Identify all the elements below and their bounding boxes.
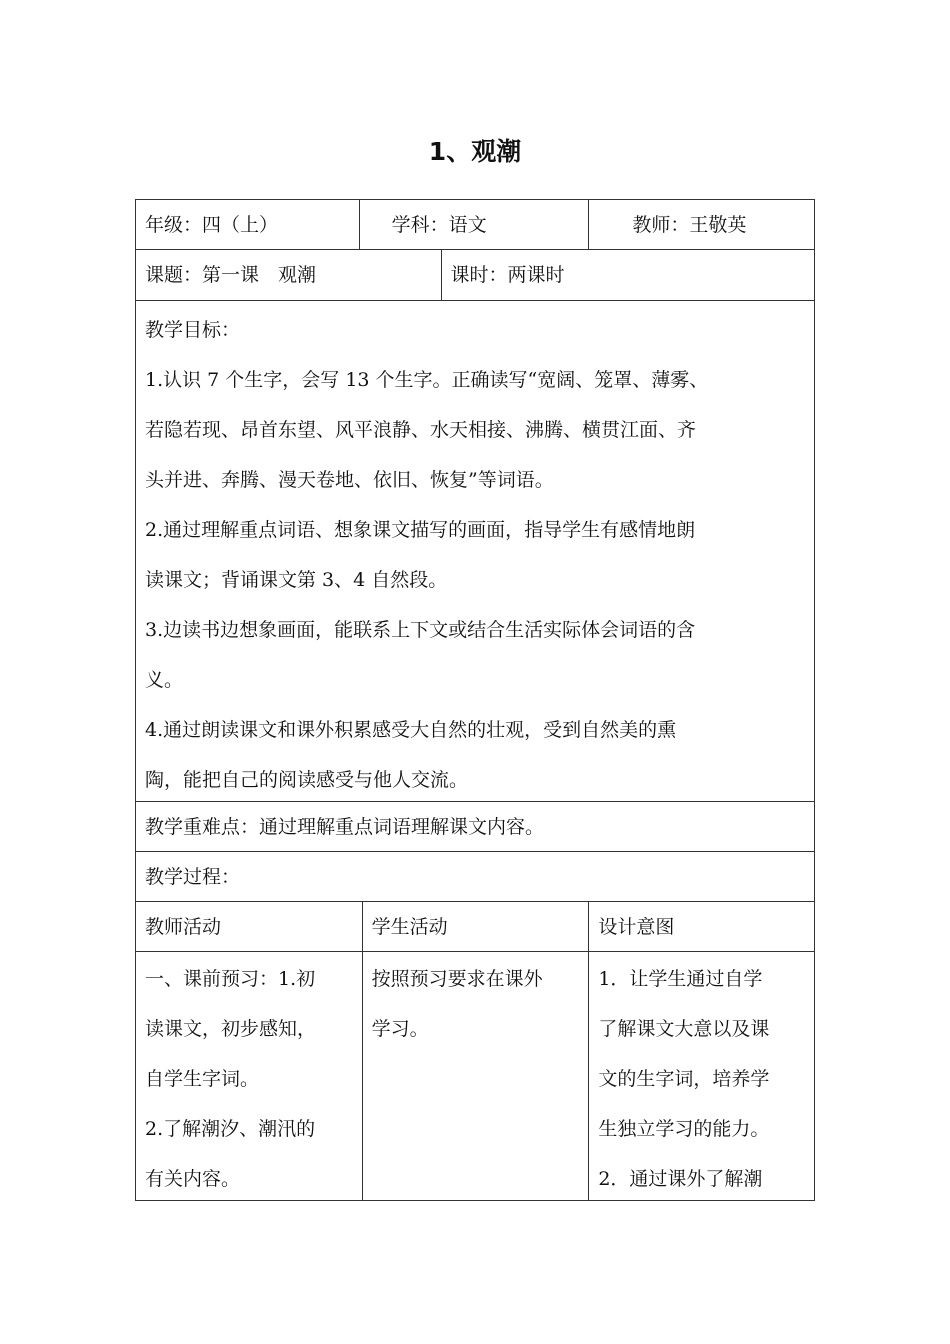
objective-line: 若隐若现、昂首东望、风平浪静、水天相接、沸腾、横贯江面、齐	[145, 419, 697, 441]
teacher-activity-line: 有关内容。	[145, 1168, 241, 1190]
lesson-row	[136, 250, 814, 301]
key-points-cell: 教学重难点：通过理解重点词语理解课文内容。	[145, 816, 545, 838]
process-heading: 教学过程：	[145, 866, 241, 888]
teacher-activity-line: 读课文，初步感知，	[145, 1018, 317, 1040]
lesson-plan-table	[135, 199, 815, 1201]
teacher-activity-line: 2.了解潮汐、潮汛的	[145, 1118, 316, 1140]
design-intent-line: 文的生字词，培养学	[598, 1068, 770, 1090]
page-title: 1、观潮	[428, 137, 522, 166]
process-column-headers	[136, 902, 814, 952]
objective-line: 3.边读书边想象画面，能联系上下文或结合生活实际体会词语的含	[145, 619, 696, 641]
design-intent-line: 生独立学习的能力。	[598, 1118, 770, 1140]
student-activity-cell	[362, 952, 589, 1200]
objectives-cell	[136, 301, 814, 801]
subject-cell: 学科：语文	[359, 200, 589, 249]
objective-line: 4.通过朗读课文和课外积累感受大自然的壮观，受到自然美的熏	[145, 719, 677, 741]
column-header-student: 学生活动	[362, 902, 589, 951]
objectives-row	[136, 301, 814, 802]
design-intent-line: 1．让学生通过自学	[598, 968, 763, 990]
student-activity-line: 学习。	[371, 1018, 429, 1040]
student-activity-line: 按照预习要求在课外	[371, 968, 543, 990]
objective-line: 读课文；背诵课文第 3、4 自然段。	[145, 569, 448, 591]
teacher-activity-line: 自学生字词。	[145, 1068, 260, 1090]
process-heading-row	[136, 852, 814, 902]
key-points-row	[136, 802, 814, 852]
objective-line: 1.认识 7 个生字，会写 13 个生字。正确读写“宽阔、笼罩、薄雾、	[145, 369, 709, 391]
objective-line: 义。	[145, 669, 184, 691]
objective-line: 陶，能把自己的阅读感受与他人交流。	[145, 769, 469, 791]
process-content-row	[136, 952, 814, 1200]
topic-cell: 课题：第一课 观潮	[145, 264, 317, 286]
design-intent-cell	[588, 952, 814, 1200]
teacher-activity-line: 一、课前预习：1.初	[145, 968, 316, 990]
column-header-teacher: 教师活动	[145, 916, 222, 938]
hours-cell: 课时：两课时	[441, 250, 814, 300]
teacher-activity-cell	[136, 952, 362, 1200]
header-row	[136, 200, 814, 250]
objective-line: 头并进、奔腾、漫天卷地、依旧、恢复”等词语。	[145, 469, 554, 491]
objectives-heading: 教学目标：	[145, 319, 241, 341]
grade-cell: 年级：四（上）	[145, 214, 279, 236]
teacher-cell: 教师：王敬英	[588, 200, 814, 249]
objective-line: 2.通过理解重点词语、想象课文描写的画面，指导学生有感情地朗	[145, 519, 696, 541]
column-header-design: 设计意图	[588, 902, 814, 951]
design-intent-line: 了解课文大意以及课	[598, 1018, 770, 1040]
design-intent-line: 2．通过课外了解潮	[598, 1168, 763, 1190]
